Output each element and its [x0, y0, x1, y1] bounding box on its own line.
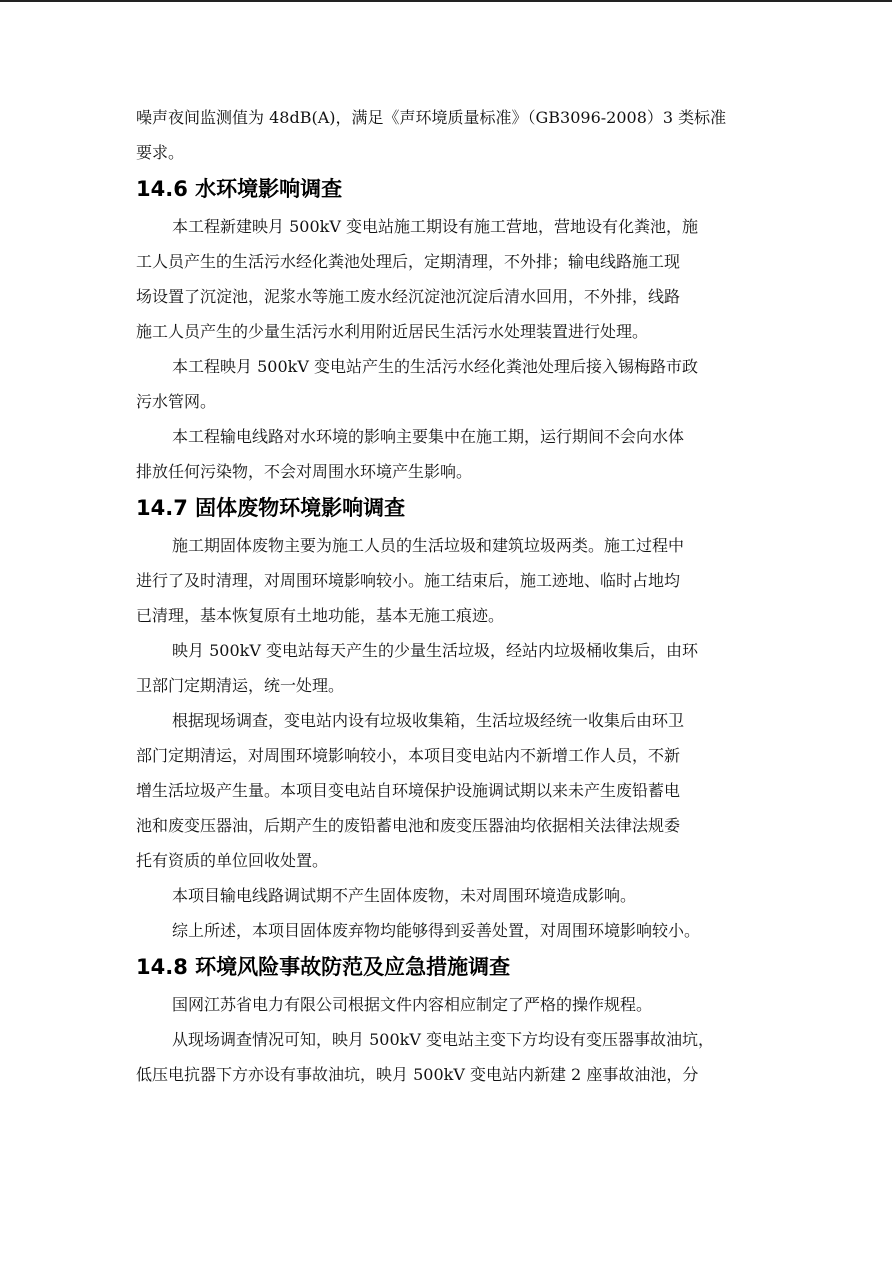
paragraph-line: 低压电抗器下方亦设有事故油坑，映月 500kV 变电站内新建 2 座事故油池，分 — [136, 1065, 699, 1084]
continuation-line: 要求。 — [136, 143, 185, 162]
paragraph-line: 场设置了沉淀池，泥浆水等施工废水经沉淀池沉淀后清水回用，不外排，线路 — [136, 287, 681, 306]
section-heading-14-6: 14.6 水环境影响调查 — [136, 177, 343, 201]
paragraph-line: 施工人员产生的少量生活污水利用附近居民生活污水处理装置进行处理。 — [136, 322, 649, 341]
page-top-border — [0, 0, 892, 2]
section-heading-14-7: 14.7 固体废物环境影响调查 — [136, 496, 406, 520]
paragraph-line: 已清理，基本恢复原有土地功能，基本无施工痕迹。 — [136, 606, 505, 625]
paragraph-line: 本工程新建映月 500kV 变电站施工期设有施工营地，营地设有化粪池，施 — [172, 217, 698, 236]
paragraph-line: 托有资质的单位回收处置。 — [136, 851, 329, 870]
paragraph-line: 施工期固体废物主要为施工人员的生活垃圾和建筑垃圾两类。施工过程中 — [172, 536, 685, 555]
paragraph-line: 映月 500kV 变电站每天产生的少量生活垃圾，经站内垃圾桶收集后，由环 — [172, 641, 698, 660]
section-heading-14-8: 14.8 环境风险事故防范及应急措施调查 — [136, 955, 511, 979]
paragraph-line: 本项目输电线路调试期不产生固体废物，未对周围环境造成影响。 — [172, 886, 637, 905]
paragraph-line: 综上所述，本项目固体废弃物均能够得到妥善处置，对周围环境影响较小。 — [172, 921, 701, 940]
paragraph-line: 根据现场调查，变电站内设有垃圾收集箱，生活垃圾经统一收集后由环卫 — [172, 711, 685, 730]
paragraph-line: 池和废变压器油，后期产生的废铅蓄电池和废变压器油均依据相关法律法规委 — [136, 816, 681, 835]
continuation-line: 噪声夜间监测值为 48dB(A)，满足《声环境质量标准》（GB3096-2008）3 类标准 — [136, 108, 727, 127]
paragraph-line: 从现场调查情况可知，映月 500kV 变电站主变下方均设有变压器事故油坑， — [172, 1030, 714, 1049]
paragraph-line: 增生活垃圾产生量。本项目变电站自环境保护设施调试期以来未产生废铅蓄电 — [136, 781, 681, 800]
paragraph-line: 本工程输电线路对水环境的影响主要集中在施工期，运行期间不会向水体 — [172, 427, 685, 446]
paragraph-line: 国网江苏省电力有限公司根据文件内容相应制定了严格的操作规程。 — [172, 995, 653, 1014]
paragraph-line: 排放任何污染物，不会对周围水环境产生影响。 — [136, 462, 473, 481]
paragraph-line: 进行了及时清理，对周围环境影响较小。施工结束后，施工迹地、临时占地均 — [136, 571, 681, 590]
paragraph-line: 污水管网。 — [136, 392, 217, 411]
paragraph-line: 部门定期清运，对周围环境影响较小，本项目变电站内不新增工作人员，不新 — [136, 746, 681, 765]
paragraph-line: 工人员产生的生活污水经化粪池处理后，定期清理，不外排；输电线路施工现 — [136, 252, 681, 271]
paragraph-line: 卫部门定期清运，统一处理。 — [136, 676, 345, 695]
paragraph-line: 本工程映月 500kV 变电站产生的生活污水经化粪池处理后接入锡梅路市政 — [172, 357, 698, 376]
document-page — [136, 100, 760, 1092]
